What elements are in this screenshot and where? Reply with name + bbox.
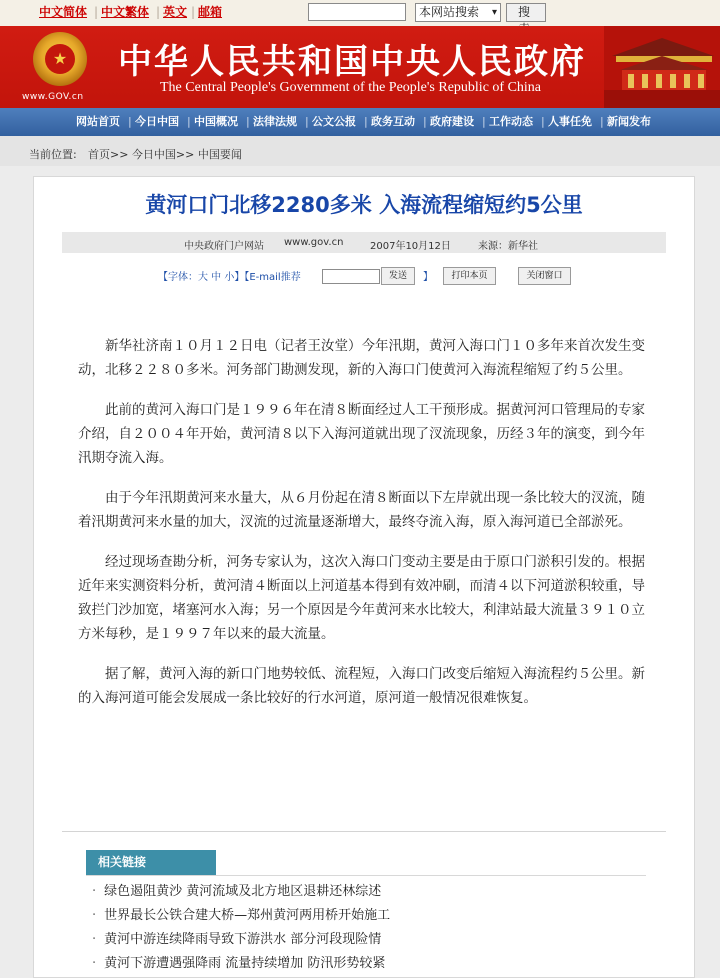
lang-traditional-link[interactable]: 中文繁体 <box>101 5 150 19</box>
separator: | <box>128 115 132 128</box>
nav-interaction[interactable]: 政务互动 <box>371 115 415 128</box>
bracket-close: 】 <box>423 272 433 283</box>
article-paragraph: 新华社济南１０月１２日电（记者王汝堂）今年汛期，黄河入海口门１０多年来首次发生变动，北移２２８０多米。河务部门勘测发现，新的入海口门使黄河入海流程缩短了约５公里。 <box>78 338 645 378</box>
separator: | <box>191 5 196 19</box>
article-panel <box>33 176 695 978</box>
nav-bulletins[interactable]: 公文公报 <box>312 115 356 128</box>
top-bar <box>0 0 720 26</box>
meta-date: 2007年10月12日 <box>370 241 451 252</box>
main-nav <box>0 108 720 136</box>
separator: | <box>156 5 161 19</box>
separator: | <box>305 115 309 128</box>
font-size-controls[interactable]: 【字体：大 中 小】【E-mail推荐 <box>158 272 301 283</box>
site-subtitle: The Central People's Government of the People's Republic of China <box>160 80 542 95</box>
nav-government-building[interactable]: 政府建设 <box>430 115 474 128</box>
breadcrumb <box>0 136 720 166</box>
related-link-text[interactable]: 黄河下游遭遇强降雨 流量持续增加 防汛形势较紧 <box>104 956 386 971</box>
article-paragraph: 经过现场查勘分析，河务专家认为，这次入海口门变动主要是由于原口门淤积引发的。根据近年来实测资料分析，黄河清４断面以上河道基本得到有效冲刷，而清４以下河道淤积较重，导致拦门沙加宽，堵塞河水入海；另一个原因是今年黄河来水比较大，利津站最大流量３９１０立方米每秒，是１９９７年以来的最大流量。 <box>78 554 645 642</box>
breadcrumb-label: 当前位置: <box>29 148 77 161</box>
nav-appointments[interactable]: 人事任免 <box>548 115 592 128</box>
nav-press[interactable]: 新闻发布 <box>607 115 651 128</box>
separator: | <box>94 5 99 19</box>
related-link-text[interactable]: 世界最长公铁合建大桥—郑州黄河两用桥开始施工 <box>104 908 391 923</box>
separator: | <box>423 115 427 128</box>
article-paragraph: 由于今年汛期黄河来水量大，从６月份起在清８断面以下左岸就出现一条比较大的汊流，随着汛期黄河来水量的加大，汊流的过流量逐渐增大，最终夺流入海，原入海河道已全部淤死。 <box>78 490 645 530</box>
separator: | <box>600 115 604 128</box>
nav-work-updates[interactable]: 工作动态 <box>489 115 533 128</box>
nav-today-china[interactable]: 今日中国 <box>135 115 179 128</box>
national-emblem-icon[interactable] <box>33 32 87 86</box>
related-link[interactable] <box>92 952 652 976</box>
nav-china-overview[interactable]: 中国概况 <box>194 115 238 128</box>
related-link[interactable] <box>92 880 652 904</box>
send-button[interactable]: 发送 <box>381 267 415 285</box>
separator: | <box>246 115 250 128</box>
search-scope-select[interactable] <box>415 3 501 22</box>
separator: | <box>187 115 191 128</box>
separator: | <box>482 115 486 128</box>
close-window-button[interactable]: 关闭窗口 <box>518 267 571 285</box>
search-scope-value: 本网站搜索 <box>419 5 480 19</box>
meta-origin: 来源：新华社 <box>478 241 538 252</box>
site-banner <box>0 26 720 108</box>
nav-home[interactable]: 网站首页 <box>76 115 120 128</box>
related-link[interactable] <box>92 928 652 952</box>
chevron-down-icon: ▾ <box>491 7 497 18</box>
divider <box>62 831 666 832</box>
related-link[interactable] <box>92 904 652 928</box>
article-meta-bar <box>62 232 666 253</box>
emblem-star-icon: ★ <box>45 44 75 74</box>
related-link-text[interactable]: 黄河中游连续降雨导致下游洪水 部分河段现险情 <box>104 932 382 947</box>
separator: | <box>541 115 545 128</box>
mailbox-link[interactable]: 邮箱 <box>198 5 223 19</box>
article-title: 黄河口门北移2280多米 入海流程缩短约5公里 <box>145 193 583 217</box>
related-links-heading: 相关链接 <box>86 850 216 875</box>
divider <box>86 875 646 876</box>
tiananmen-gate-icon <box>604 26 720 108</box>
nav-laws[interactable]: 法律法规 <box>253 115 297 128</box>
print-button[interactable]: 打印本页 <box>443 267 496 285</box>
meta-site: www.gov.cn <box>284 237 344 248</box>
related-links-list <box>92 880 652 976</box>
article-paragraph: 据了解，黄河入海的新口门地势较低、流程短，入海口门改变后缩短入海流程约５公里。新的入海河道可能会发展成一条比较好的行水河道，原河道一般情况很难恢复。 <box>78 666 645 706</box>
bullet-icon: · <box>92 884 97 899</box>
bullet-icon: · <box>92 932 97 947</box>
bullet-icon: · <box>92 956 97 971</box>
article-paragraph: 此前的黄河入海口门是１９９６年在清８断面经过人工干预形成。据黄河河口管理局的专家介绍，自２００４年开始，黄河清８以下入海河道就出现了汊流现象，历经３年的演变，到今年汛期夺流入海。 <box>78 402 645 466</box>
site-url-label: www.GOV.cn <box>22 92 84 102</box>
lang-simplified-link[interactable]: 中文简体 <box>39 5 88 19</box>
breadcrumb-path[interactable]: 首页>> 今日中国>> 中国要闻 <box>88 148 242 161</box>
bullet-icon: · <box>92 908 97 923</box>
lang-english-link[interactable]: 英文 <box>163 5 188 19</box>
separator: | <box>364 115 368 128</box>
search-button[interactable]: 搜 <box>506 3 546 22</box>
email-recommend-input[interactable] <box>322 269 380 284</box>
meta-source: 中央政府门户网站 <box>184 241 264 252</box>
search-input[interactable] <box>308 3 406 21</box>
site-title: 中华人民共和国中央人民政府 <box>118 42 586 82</box>
related-link-text[interactable]: 绿色遏阻黄沙 黄河流域及北方地区退耕还林综述 <box>104 884 382 899</box>
article-body <box>78 334 648 726</box>
